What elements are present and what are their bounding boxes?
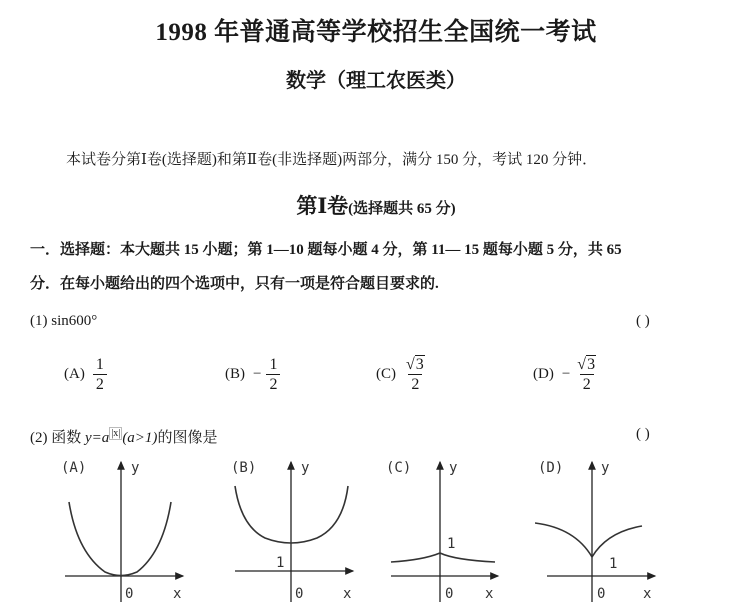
graph-label: (D): [538, 460, 564, 476]
curve: [69, 502, 171, 576]
instructions-line-1: 一．选择题：本大题共 15 小题；第 1—10 题每小题 4 分，第 11— 15 题每小题 5 分，共 65: [30, 242, 622, 258]
sqrt-icon: √: [406, 356, 415, 373]
option-1c[interactable]: [376, 355, 427, 394]
question-number: (2): [30, 430, 48, 446]
y-axis-label: y: [449, 460, 458, 476]
question-2: [30, 426, 217, 447]
numerator: 1: [95, 356, 104, 373]
y-axis-label: y: [131, 460, 140, 476]
option-1d[interactable]: [533, 355, 598, 394]
sqrt-numerator: [404, 355, 427, 374]
y-intercept-label: 1: [609, 556, 618, 572]
graph-option-b[interactable]: [225, 456, 375, 602]
answer-bracket-1[interactable]: ( ): [636, 313, 650, 329]
curve-right: [592, 526, 642, 557]
exam-subtitle: 数学（理工农医类）: [286, 70, 466, 92]
section-note: (选择题共 65 分): [348, 201, 456, 217]
denominator: 2: [408, 374, 422, 394]
denominator: 2: [266, 374, 280, 394]
curve: [391, 553, 495, 562]
question-text-suffix: 的图像是: [157, 430, 218, 446]
option-1a[interactable]: [64, 355, 107, 394]
graph-label: (C): [386, 460, 412, 476]
section-title: 第Ⅰ卷: [296, 194, 349, 218]
origin-label: 0: [125, 586, 134, 602]
exam-intro: 本试卷分第Ⅰ卷(选择题)和第Ⅱ卷(非选择题)两部分，满分 150 分，考试 120 分钟．: [66, 152, 598, 168]
formula-exponent: |x|: [111, 428, 121, 439]
origin-label: 0: [295, 586, 304, 602]
fraction: [266, 355, 280, 394]
sqrt-numerator: [575, 355, 598, 374]
radicand: 3: [415, 356, 424, 373]
x-axis-label: x: [343, 586, 352, 602]
question-number: (1): [30, 313, 48, 329]
numerator: 1: [269, 356, 278, 373]
denominator: 2: [93, 374, 107, 394]
minus-sign: −: [253, 366, 262, 382]
origin-label: 0: [445, 586, 454, 602]
option-label: (A): [64, 366, 85, 382]
option-label: (B): [225, 366, 245, 382]
radicand: 3: [587, 356, 596, 373]
graph-option-d[interactable]: [535, 456, 695, 602]
option-label: (D): [533, 366, 554, 382]
fraction: [404, 355, 427, 394]
graph-option-a[interactable]: [55, 456, 205, 602]
x-axis-label: x: [643, 586, 652, 602]
y-axis-label: y: [301, 460, 310, 476]
formula-condition: (a>1): [122, 430, 158, 446]
graph-label: (B): [231, 460, 257, 476]
minus-sign: −: [561, 366, 571, 382]
formula-base: y=a: [85, 430, 110, 446]
y-intercept-label: 1: [447, 536, 456, 552]
y-intercept-label: 1: [276, 555, 285, 571]
y-axis-label: y: [601, 460, 610, 476]
option-1b[interactable]: [225, 355, 280, 394]
section-heading: [0, 190, 752, 220]
x-axis-label: x: [173, 586, 182, 602]
graph-option-c[interactable]: [383, 456, 533, 602]
sqrt-icon: √: [577, 356, 587, 373]
question-text: sin600°: [51, 313, 98, 329]
denominator: 2: [580, 374, 594, 394]
question-text-prefix: 函数: [51, 430, 86, 446]
option-label: (C): [376, 366, 396, 382]
instructions-line-2: 分．在每小题给出的四个选项中，只有一项是符合题目要求的.: [30, 276, 439, 292]
question-1: [30, 313, 97, 330]
fraction: [575, 355, 598, 394]
graph-label: (A): [61, 460, 87, 476]
exam-title: 1998 年普通高等学校招生全国统一考试: [155, 19, 597, 46]
fraction: [93, 355, 107, 394]
curve-left: [535, 523, 592, 557]
x-axis-label: x: [485, 586, 494, 602]
answer-bracket-2[interactable]: ( ): [636, 426, 650, 442]
origin-label: 0: [597, 586, 606, 602]
